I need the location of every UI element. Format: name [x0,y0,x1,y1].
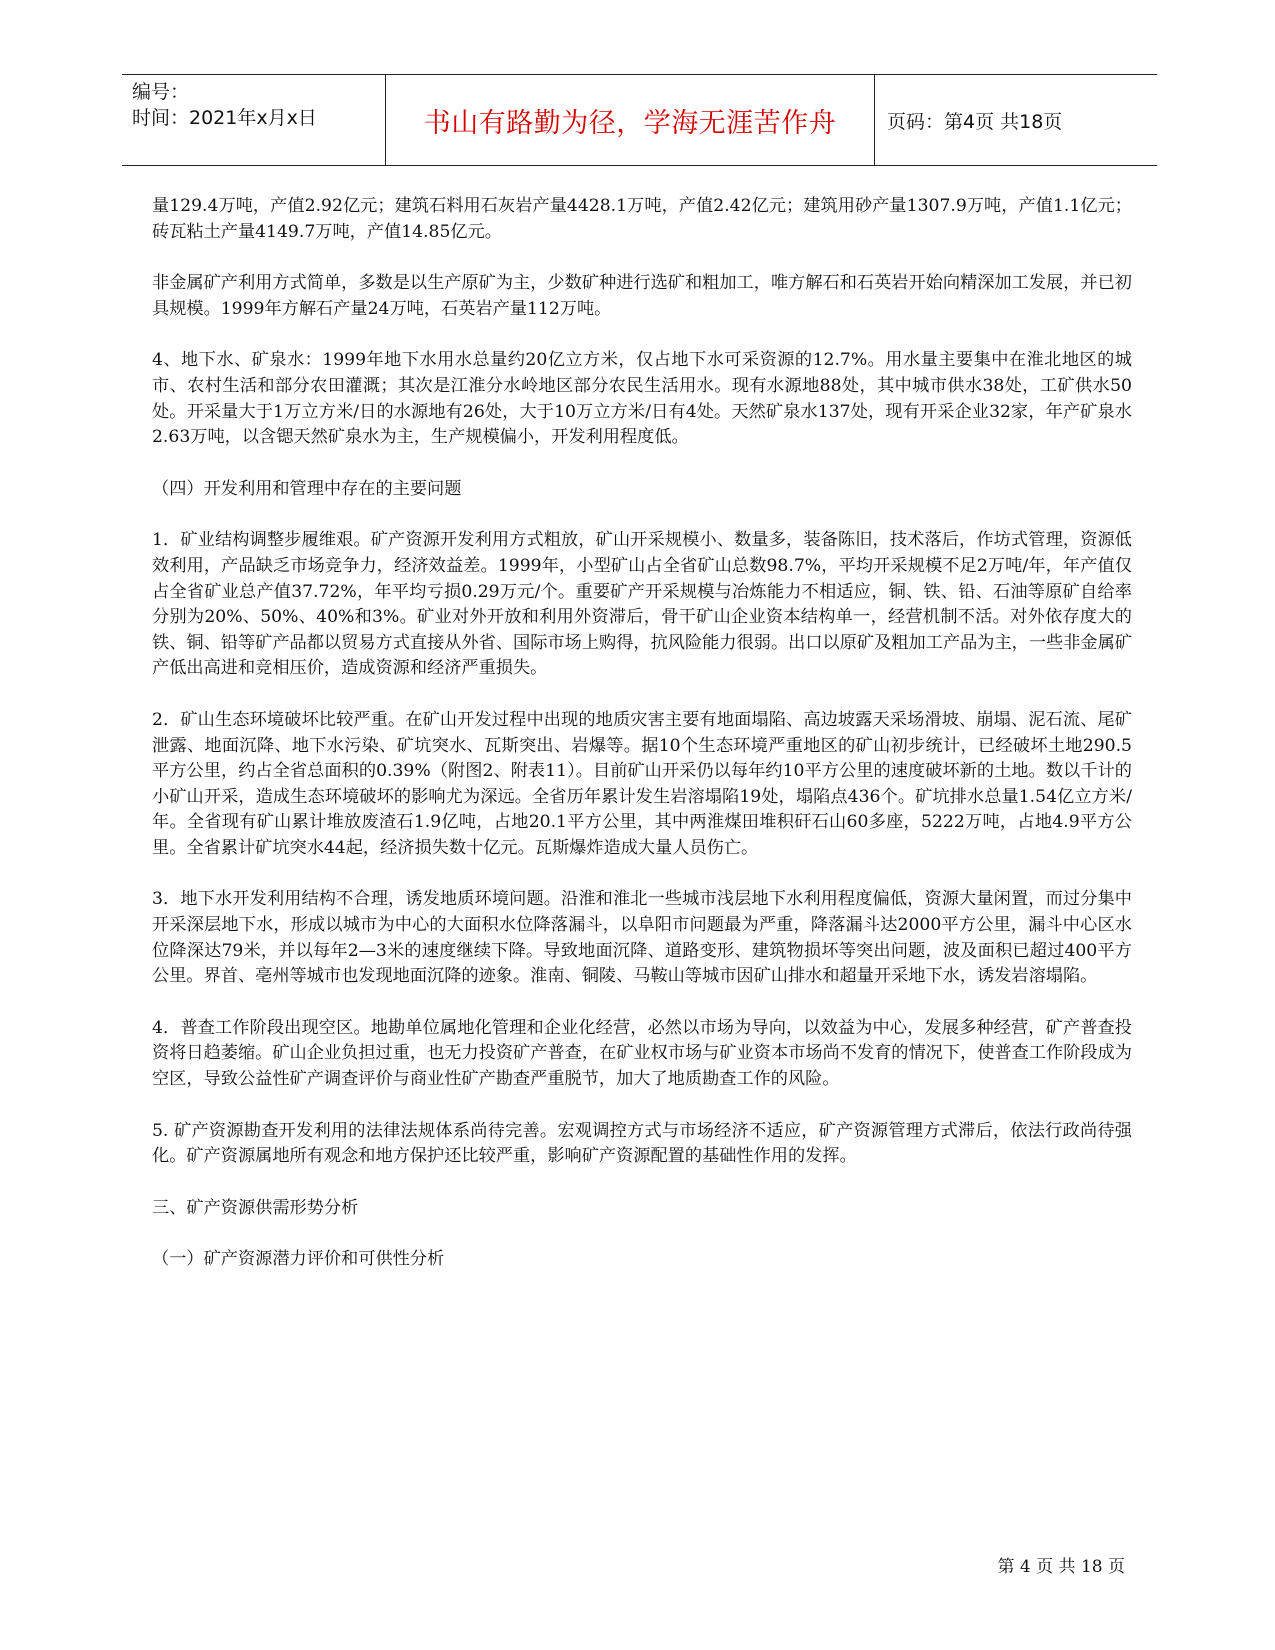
header-motto: 书山有路勤为径，学海无涯苦作舟 [385,75,875,165]
paragraph-nonmetal-usage: 非金属矿产利用方式简单，多数是以生产原矿为主，少数矿种进行选矿和粗加工，唯方解石和石英岩开始向精深加工发展，并已初具规模。1999年方解石产量24万吨，石英岩产量112万吨。 [152,273,1132,319]
paragraph-mineral-output: 量129.4万吨，产值2.92亿元；建筑石料用石灰岩产量4428.1万吨，产值2.42亿元；建筑用砂产量1307.9万吨，产值1.1亿元；砖瓦粘土产量4149.7万吨，产值14.85亿元。 [152,196,1132,242]
paragraph-problem-2: 2．矿山生态环境破坏比较严重。在矿山开发过程中出现的地质灾害主要有地面塌陷、高边坡露天采场滑坡、崩塌、泥石流、尾矿泄露、地面沉降、地下水污染、矿坑突水、瓦斯突出、岩爆等。据10个生态环境严重地区的矿山初步统计，已经破坏土地290.5平方公里，约占全省总面积的0.39%（附图2、附表11）。目前矿山开采仍以每年约10平方公里的速度破坏新的土地。数以千计的小矿山开采，造成生态环境破坏的影响尤为深远。全省历年累计发生岩溶塌陷19处，塌陷点436个。矿坑排水总量1.54亿立方米/年。全省现有矿山累计堆放废渣石1.9亿吨，占地20.1平方公里，其中两淮煤田堆积矸石山60多座，5222万吨，占地4.9平方公里。全省累计矿坑突水44起，经济损失数十亿元。瓦斯爆炸造成大量人员伤亡。 [152,709,1132,858]
paragraph-problem-1: 1．矿业结构调整步履维艰。矿产资源开发利用方式粗放，矿山开采规模小、数量多，装备陈旧，技术落后，作坊式管理，资源低效利用，产品缺乏市场竞争力，经济效益差。1999年，小型矿山占全省矿山总数98.7%，平均开采规模不足2万吨/年，年产值仅占全省矿业总产值37.72%，年平均亏损0.29万元/个。重要矿产开采规模与冶炼能力不相适应，铜、铁、铅、石油等原矿自给率分别为20%、50%、40%和3%。矿业对外开放和利用外资滞后，骨干矿山企业资本结构单一，经营机制不活。对外依存度大的铁、铜、铅等矿产品都以贸易方式直接从外省、国际市场上购得，抗风险能力很弱。出口以原矿及粗加工产品为主，一些非金属矿产低出高进和竞相压价，造成资源和经济严重损失。 [152,530,1132,679]
subsection-heading-potential: （一）矿产资源潜力评价和可供性分析 [152,1249,445,1270]
document-time-label: 时间：2021年x月x日 [132,107,317,129]
document-number-label: 编号： [132,81,190,103]
section-heading-problems: （四）开发利用和管理中存在的主要问题 [152,478,462,499]
page-footer: 第 4 页 共 18 页 [997,1557,1125,1577]
page-header [122,74,1157,166]
header-page-number: 页码：第4页 共18页 [887,110,1063,133]
document-body [152,194,1132,1299]
paragraph-problem-5: 5. 矿产资源勘查开发利用的法律法规体系尚待完善。宏观调控方式与市场经济不适应，矿产资源管理方式滞后，依法行政尚待强化。矿产资源属地所有观念和地方保护还比较严重，影响矿产资源配置的基础性作用的发挥。 [152,1120,1132,1167]
header-meta [122,75,385,165]
section-heading-supply-demand: 三、矿产资源供需形势分析 [152,1197,359,1218]
paragraph-problem-4: 4．普查工作阶段出现空区。地勘单位属地化管理和企业化经营，必然以市场为导向，以效益为中心，发展多种经营，矿产普查投资将日趋萎缩。矿山企业负担过重，也无力投资矿产普查，在矿业权市场与矿业资本市场尚不发育的情况下，使普查工作阶段成为空区，导致公益性矿产调查评价与商业性矿产勘查严重脱节，加大了地质勘查工作的风险。 [152,1017,1132,1090]
paragraph-problem-3: 3．地下水开发利用结构不合理，诱发地质环境问题。沿淮和淮北一些城市浅层地下水利用程度偏低，资源大量闲置，而过分集中开采深层地下水，形成以城市为中心的大面积水位降落漏斗，以阜阳市问题最为严重，降落漏斗达2000平方公里，漏斗中心区水位降深达79米，并以每年2—3米的速度继续下降。导致地面沉降、道路变形、建筑物损坏等突出问题，波及面积已超过400平方公里。界首、亳州等城市也发现地面沉降的迹象。淮南、铜陵、马鞍山等城市因矿山排水和超量开采地下水，诱发岩溶塌陷。 [152,889,1132,987]
paragraph-groundwater: 4、地下水、矿泉水：1999年地下水用水总量约20亿立方米，仅占地下水可采资源的12.7%。用水量主要集中在淮北地区的城市、农村生活和部分农田灌溉；其次是江淮分水岭地区部分农民生活用水。现有水源地88处，其中城市供水38处，工矿供水50处。开采量大于1万立方米/日的水源地有26处，大于10万立方米/日有4处。天然矿泉水137处，现有开采企业32家，年产矿泉水2.63万吨，以含锶天然矿泉水为主，生产规模偏小，开发利用程度低。 [152,350,1132,448]
